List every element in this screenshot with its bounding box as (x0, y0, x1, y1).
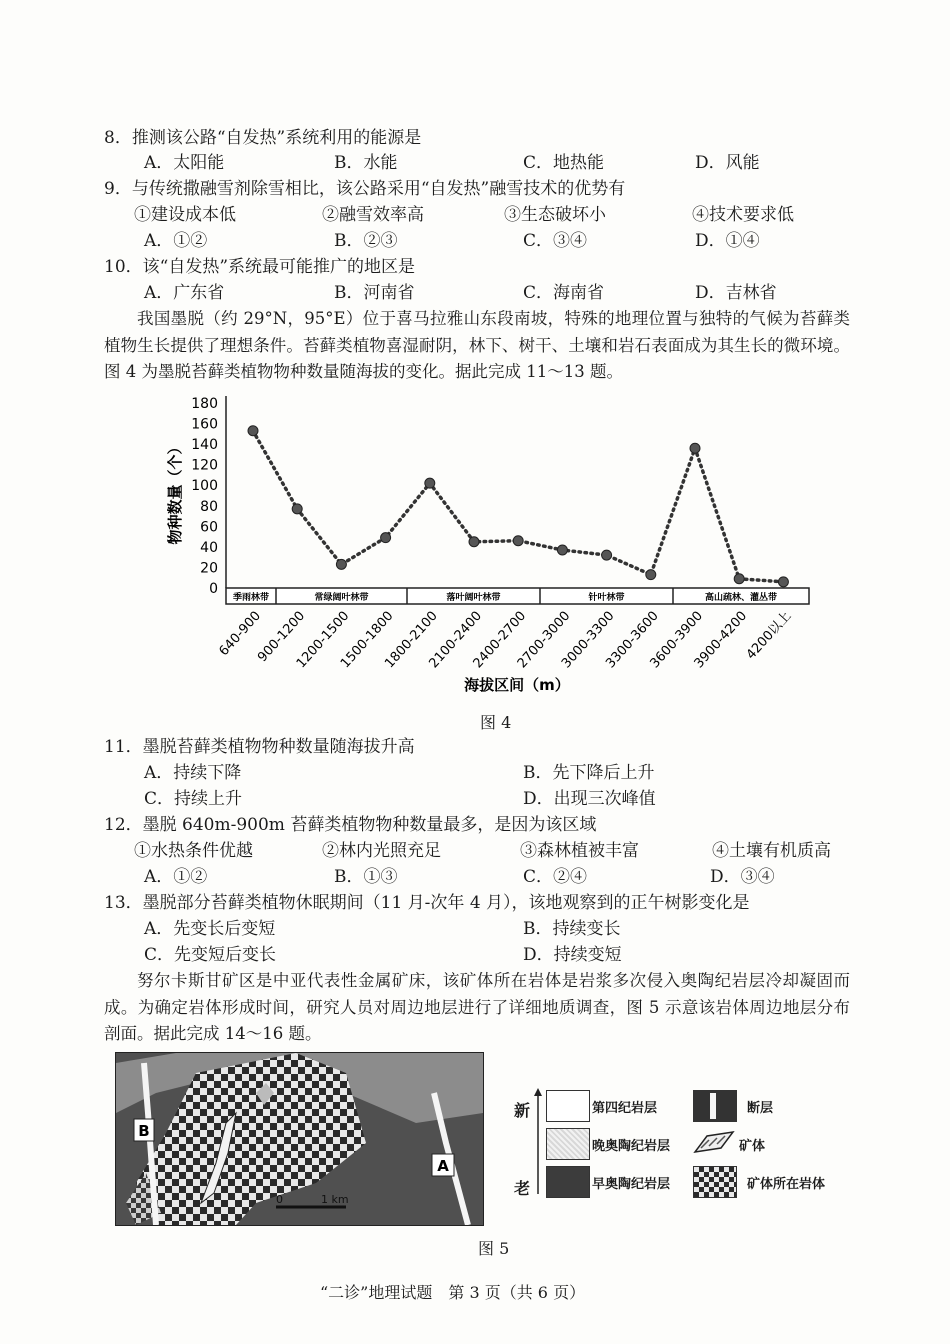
legend-swatch-lower-ordovician (546, 1166, 590, 1198)
data-points (248, 426, 788, 587)
q8-option-a: A．太阳能 (144, 153, 225, 173)
y-tick-labels (191, 396, 218, 597)
x-tick-label: 2100-2400 (426, 608, 485, 672)
x-tick-label: 1500-1800 (338, 608, 397, 672)
data-point (292, 504, 302, 514)
data-point (734, 574, 744, 584)
q11-option-b: B．先下降后上升 (523, 763, 655, 783)
axis-new-label: 新 (514, 1101, 531, 1120)
x-tick-label: 3000-3300 (559, 608, 618, 672)
data-point (336, 559, 346, 569)
x-tick-label: 2700-3000 (514, 608, 574, 672)
y-tick-label: 20 (200, 560, 218, 577)
y-tick-label: 60 (200, 519, 218, 536)
y-tick-label: 160 (191, 416, 218, 433)
q10-option-a: A．广东省 (144, 283, 225, 303)
q11-option-d: D．出现三次峰值 (523, 789, 656, 809)
q9-item-4: ④技术要求低 (692, 205, 794, 225)
legend-swatch-upper-ordovician (546, 1128, 590, 1160)
y-axis-label: 物种数量（个） (166, 439, 184, 545)
data-point (778, 577, 788, 587)
data-point (557, 545, 567, 555)
legend-swatch-host-rock (693, 1166, 737, 1198)
legend-host-rock: 矿体所在岩体 (747, 1177, 826, 1192)
x-tick-label: 3900-4200 (691, 608, 751, 672)
q9-stem: 9．与传统撒融雪剂除雪相比，该公路采用“自发热”融雪技术的优势有 (104, 179, 626, 199)
data-point (381, 533, 391, 543)
data-point (602, 550, 612, 560)
q8-option-c: C．地热能 (523, 153, 605, 173)
x-tick-label: 3600-3900 (647, 608, 706, 672)
x-tick-label: 1800-2100 (382, 608, 441, 672)
data-point (469, 537, 479, 547)
x-tick-label: 2400-2700 (470, 608, 530, 672)
q13-option-d: D．持续变短 (523, 945, 622, 965)
data-point (690, 443, 700, 453)
x-axis-label: 海拔区间（m） (464, 676, 570, 694)
ore-icon (693, 1128, 737, 1158)
x-tick-label: 1200-1500 (293, 608, 353, 672)
q11-option-c: C．持续上升 (144, 789, 243, 809)
age-arrow-icon (533, 1088, 543, 1196)
q8-option-b: B．水能 (334, 153, 398, 173)
data-point (513, 536, 523, 546)
data-point (646, 570, 656, 580)
q13-option-b: B．持续变长 (523, 919, 621, 939)
legend-swatch-quaternary (546, 1090, 590, 1122)
figure-4-chart (160, 388, 820, 698)
zone-label: 针叶林带 (588, 593, 625, 603)
y-tick-label: 80 (200, 498, 218, 515)
x-tick-label: 3300-3600 (603, 608, 662, 672)
y-tick-label: 40 (200, 539, 218, 556)
q12-option-a: A．①② (144, 867, 208, 887)
passage-nurkazgan: 努尔卡斯甘矿区是中亚代表性金属矿床，该矿体所在岩体是岩浆多次侵入奥陶纪岩层冷却凝固而成。为确定岩体形成时间，研究人员对周边地层进行了详细地质调查，图 5 示意该岩体周边地层分布剖面。据此完成 14～16 题。 (104, 971, 850, 1043)
q9-option-c: C．③④ (523, 231, 588, 251)
q9-item-3: ③生态破坏小 (504, 205, 606, 225)
q9-item-1: ①建设成本低 (134, 205, 236, 225)
y-tick-label: 100 (191, 478, 218, 495)
axis-old-label: 老 (514, 1179, 531, 1198)
q12-stem: 12．墨脱 640m-900m 苔藓类植物物种数量最多，是因为该区域 (104, 815, 597, 835)
figure-4-caption: 图 4 (480, 713, 512, 732)
q12-item-2: ②林内光照充足 (322, 841, 441, 861)
q10-stem: 10．该“自发热”系统最可能推广的地区是 (104, 257, 416, 277)
legend-ore: 矿体 (739, 1139, 766, 1154)
q10-option-c: C．海南省 (523, 283, 605, 303)
geologic-section-image (115, 1052, 484, 1226)
section-drawing (116, 1053, 483, 1225)
figure-5-caption: 图 5 (478, 1239, 510, 1258)
y-tick-label: 120 (191, 457, 218, 474)
q12-item-4: ④土壤有机质高 (712, 841, 831, 861)
q8-option-d: D．风能 (695, 153, 760, 173)
y-tick-label: 0 (209, 581, 218, 597)
q12-item-1: ①水热条件优越 (134, 841, 253, 861)
label-b: B (138, 1122, 150, 1140)
y-tick-label: 140 (191, 437, 218, 454)
q9-option-b: B．②③ (334, 231, 398, 251)
zone-label: 季雨林带 (232, 593, 270, 603)
q9-item-2: ②融雪效率高 (322, 205, 424, 225)
q13-option-a: A．先变长后变短 (144, 919, 276, 939)
q11-option-a: A．持续下降 (144, 763, 242, 783)
y-tick-label: 180 (191, 396, 218, 412)
zone-label: 落叶阔叶林带 (446, 593, 501, 603)
x-tick-label: 640-900 (216, 608, 264, 660)
q12-option-c: C．②④ (523, 867, 588, 887)
q12-item-3: ③森林植被丰富 (520, 841, 639, 861)
zone-label: 高山疏林、灌丛带 (704, 593, 778, 603)
legend-upper-ordovician: 晚奥陶纪岩层 (592, 1139, 671, 1154)
species-line (253, 431, 783, 582)
x-tick-labels (216, 609, 794, 672)
label-a: A (437, 1157, 449, 1175)
legend-swatch-ore (693, 1128, 735, 1158)
q11-stem: 11．墨脱苔藓类植物物种数量随海拔升高 (104, 737, 415, 757)
page-footer: “二诊”地理试题 第 3 页（共 6 页） (320, 1283, 586, 1302)
legend-quaternary: 第四纪岩层 (592, 1101, 658, 1116)
data-point (425, 478, 435, 488)
x-tick-label: 4200以上 (743, 608, 795, 663)
fault-icon (710, 1093, 716, 1119)
x-tick-label: 900-1200 (255, 608, 309, 666)
q12-option-d: D．③④ (710, 867, 775, 887)
q13-option-c: C．先变短后变长 (144, 945, 277, 965)
scale-km: 1 km (321, 1193, 349, 1206)
legend-fault: 断层 (747, 1101, 774, 1116)
passage-motuo: 我国墨脱（约 29°N，95°E）位于喜马拉雅山东段南坡，特殊的地理位置与独特的气候为苔藓类植物生长提供了理想条件。苔藓类植物喜湿耐阴，林下、树干、土壤和岩石表面成为其生长的微环境。图 4 为墨脱苔藓类植物物种数量随海拔的变化。据此完成 11～13 题。 (104, 309, 850, 381)
q12-option-b: B．①③ (334, 867, 398, 887)
q10-option-d: D．吉林省 (695, 283, 777, 303)
q13-stem: 13．墨脱部分苔藓类植物休眠期间（11 月-次年 4 月），该地观察到的正午树影变化是 (104, 893, 750, 913)
legend-lower-ordovician: 早奥陶纪岩层 (592, 1177, 671, 1192)
data-point (248, 426, 258, 436)
zone-label: 常绿阔叶林带 (314, 593, 369, 603)
q10-option-b: B．河南省 (334, 283, 415, 303)
q9-option-a: A．①② (144, 231, 208, 251)
legend-swatch-fault (693, 1090, 737, 1122)
q9-option-d: D．①④ (695, 231, 760, 251)
scale-zero: 0 (276, 1193, 283, 1206)
q8-stem: 8．推测该公路“自发热”系统利用的能源是 (104, 128, 422, 148)
